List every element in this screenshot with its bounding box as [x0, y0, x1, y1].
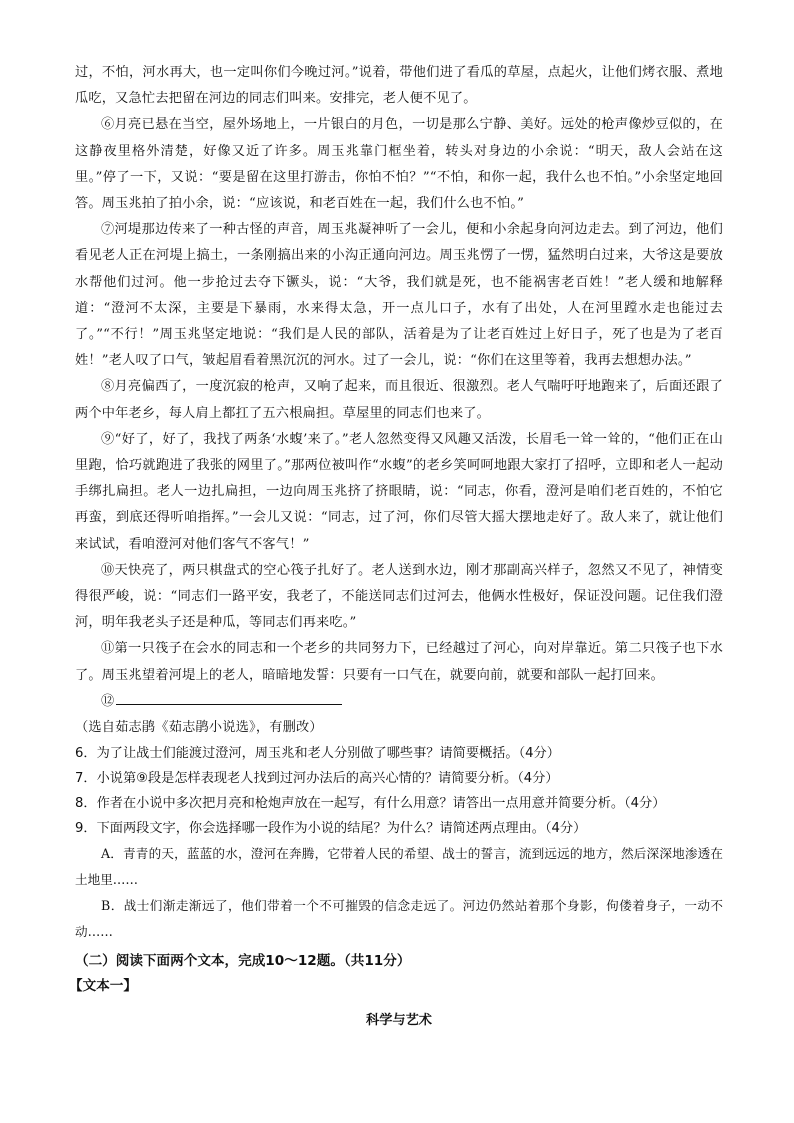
question-6: 6．为了让战士们能渡过澄河，周玉兆和老人分别做了哪些事？请简要概括。（4分） — [75, 746, 560, 762]
story-paragraph-6: ⑥月亮已悬在当空，屋外场地上，一片银白的月色，一切是那么宁静、美好。远处的枪声像炒豆似的，在这静夜里格外清楚，好像又近了许多。周玉兆靠门框坐着，转头对身边的小余说：“明天，敌人会站在这里。”停了一下，又说：“要是留在这里打游击，你怕不怕？”“不怕，和你一起，我什么也不怕。”小余坚定地回答。周玉兆拍了拍小余，说：“应该说，和老百姓在一起，我们什么也不怕。” — [75, 117, 723, 212]
story-paragraph-11: ⑪第一只筏子在会水的同志和一个老乡的共同努力下，已经越过了河心，向对岸靠近。第二只筏子也下水了。周玉兆望着河堤上的老人，暗暗地发誓：只要有一口气在，就要向前，就要和部队一起打回来。 — [75, 641, 723, 683]
option-b: B．战士们渐走渐远了，他们带着一个不可摧毁的信念走远了。河边仍然站着那个身影，佝偻着身子，一动不动…… — [75, 898, 723, 940]
section-heading: （二）阅读下面两个文本，完成10～12题。（共11分） — [75, 953, 411, 970]
question-8: 8．作者在小说中多次把月亮和枪炮声放在一起写，有什么用意？请答出一点用意并简要分析。（4分） — [75, 796, 666, 812]
story-paragraph-10: ⑩天快亮了，两只棋盘式的空心筏子扎好了。老人送到水边，刚才那副高兴样子，忽然又不见了，神情变得很严峻，说：“同志们一路平安，我老了，不能送同志们过河去，他俩水性极好，保证没问题。记住我们澄河，明年我老头子还是种瓜，等同志们再来吃。” — [75, 562, 723, 631]
story-paragraph-12-blank — [75, 689, 723, 715]
question-list — [75, 741, 723, 841]
option-a: A．青青的天，蓝蓝的水，澄河在奔腾，它带着人民的希望、战士的誓言，流到远远的地方，然后深深地渗透在土地里…… — [75, 846, 723, 888]
answer-blank-line[interactable] — [116, 690, 342, 705]
question-9-options — [75, 841, 723, 945]
article-title: 科学与艺术 — [366, 1013, 432, 1029]
story-paragraph-7: ⑦河堤那边传来了一种古怪的声音，周玉兆凝神听了一会儿，便和小余起身向河边走去。到了河边，他们看见老人正在河堤上搞土，一条刚搞出来的小沟正通向河边。周玉兆愣了一愣，猛然明白过来，大爷这是要放水帮他们过河。他一步抢过去夺下镢头，说：“大爷，我们就是死，也不能祸害老百姓！”老人缓和地解释道：“澄河不太深，主要是下暴雨，水来得太急，开一点儿口子，水有了出处，人在河里蹚水走也能过去了。”“不行！”周玉兆坚定地说：“我们是人民的部队，活着是为了让老百姓过上好日子，死了也是为了老百姓！”老人叹了口气，皱起眉看着黑沉沉的河水。过了一会儿，说：“你们在这里等着，我再去想想办法。” — [75, 222, 723, 369]
story-text — [75, 60, 723, 741]
text-one-label: 【文本一】 — [69, 978, 137, 995]
story-paragraph-8: ⑧月亮偏西了，一度沉寂的枪声，又响了起来，而且很近、很激烈。老人气喘吁吁地跑来了，后面还跟了两个中年老乡，每人肩上都扛了五六根扁担。草屋里的同志们也来了。 — [75, 379, 723, 421]
story-source: （选自茹志鹃《茹志鹃小说选》，有删改） — [75, 720, 323, 736]
story-paragraph-5-end: 过，不怕，河水再大，也一定叫你们今晚过河。”说着，带他们进了看瓜的草屋，点起火，让他们烤衣服、煮地瓜吃，又急忙去把留在河边的同志们叫来。安排完，老人便不见了。 — [75, 65, 723, 107]
question-7: 7．小说第⑨段是怎样表现老人找到过河办法后的高兴心情的？请简要分析。（4分） — [75, 771, 559, 787]
question-9: 9．下面两段文字，你会选择哪一段作为小说的结尾？为什么？请简述两点理由。（4分） — [75, 821, 587, 837]
page-content — [69, 60, 723, 1033]
story-paragraph-9: ⑨“好了，好了，我找了两条‘水蝮’来了。”老人忽然变得又风趣又活泼，长眉毛一耸一耸的，“他们正在山里跑，恰巧就跑进了我张的网里了。”那两位被叫作“水蝮”的老乡笑呵呵地跟大家打了招呼，立即和老人一起动手绑扎扁担。老人一边扎扁担，一边向周玉兆挤了挤眼睛，说：“同志，你看，澄河是咱们老百姓的，不怕它再蛮，到底还得听咱指挥。”一会儿又说：“同志，过了河，你们尽管大摇大摆地走好了。敌人来了，就让他们来试试，看咱澄河对他们客气不客气！” — [75, 431, 723, 552]
paragraph-number: ⑫ — [101, 693, 115, 709]
